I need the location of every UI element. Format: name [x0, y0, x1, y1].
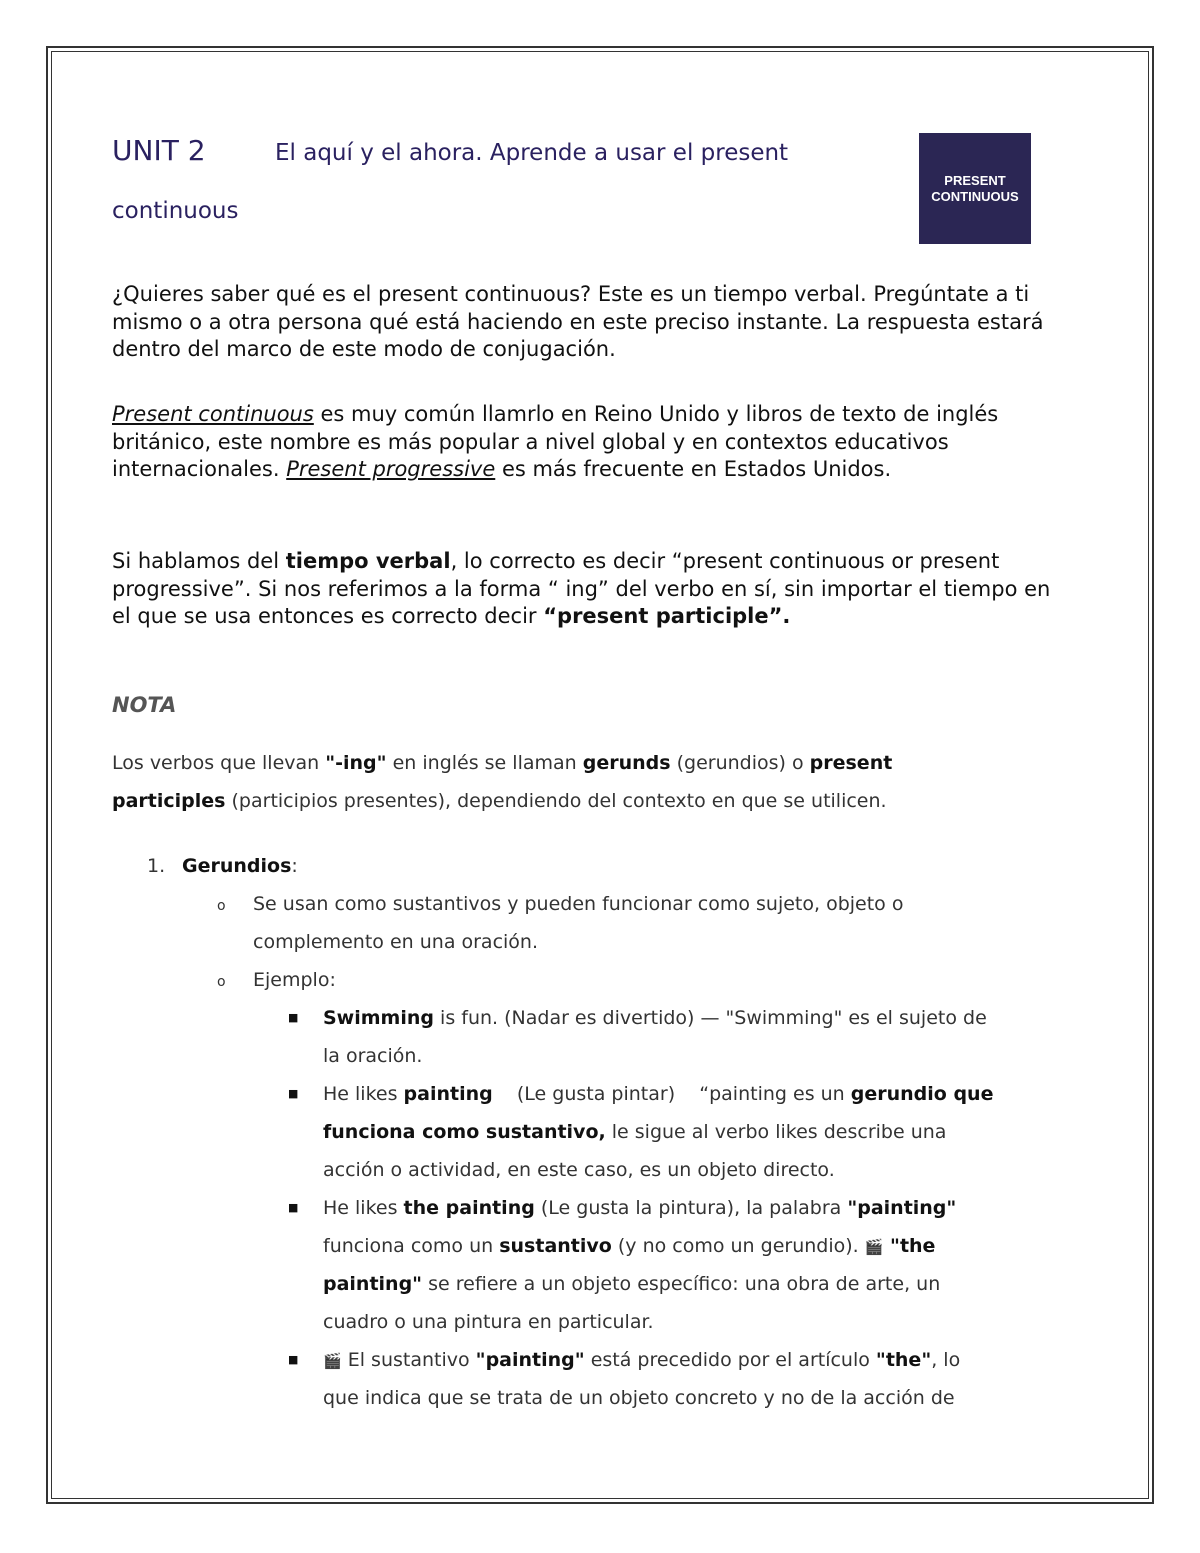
square-bullet-icon: ■: [288, 1087, 299, 1100]
example-4-line-1: [323, 1341, 960, 1380]
ex3-bold-2: "painting": [847, 1197, 957, 1219]
example-2-line-3: acción o actividad, en este caso, es un objeto directo.: [323, 1159, 835, 1181]
list-number: 1.: [147, 855, 166, 877]
logo-line-2: CONTINUOUS: [931, 188, 1019, 204]
ex1-text-1: is fun. (Nadar es divertido) — "Swimming" es el sujeto de: [434, 1007, 987, 1029]
paragraph-terms-text-2: es más frecuente en Estados Unidos.: [495, 457, 892, 481]
ex2-text-3: le sigue al verbo likes describe una: [605, 1121, 947, 1143]
ex2-text-1: He likes: [323, 1083, 404, 1105]
ex3-bold-4: "the: [883, 1235, 936, 1257]
p3-bold-2: “present participle”.: [543, 604, 791, 628]
paragraph-terms: [112, 401, 1072, 484]
sub-item-2: Ejemplo:: [253, 969, 336, 991]
example-3-line-2: [323, 1227, 935, 1266]
ex3-bold-3: sustantivo: [499, 1235, 612, 1257]
present-continuous-logo: [919, 133, 1031, 244]
ex1-bold: Swimming: [323, 1007, 434, 1029]
example-3-line-1: [323, 1189, 956, 1227]
ex3-text-5: se refiere a un objeto específico: una obra de arte, un: [422, 1273, 941, 1295]
term-present-continuous: Present continuous: [112, 402, 314, 426]
ex4-bold-1: "painting": [475, 1349, 585, 1371]
unit-title-continued: continuous: [112, 198, 239, 224]
ex2-bold-3: funciona como sustantivo,: [323, 1121, 606, 1143]
example-1-line-1: [323, 999, 987, 1037]
intro-bold-ing: "-ing": [325, 752, 387, 774]
ex3-text-3: funciona como un: [323, 1235, 500, 1257]
intro-bold-present: present: [809, 752, 893, 774]
p3-text-2: , lo correcto es decir “present continuous or present progressive”. Si nos referimos a la forma “ ing” del verbo en sí, sin importar el tiempo en el que se usa entonces es correcto decir: [112, 549, 1051, 628]
list-heading: [182, 847, 298, 885]
unit-heading: [112, 134, 788, 167]
p3-bold-1: tiempo verbal: [285, 549, 451, 573]
square-bullet-icon: ■: [288, 1201, 299, 1214]
nota-heading: NOTA: [112, 693, 177, 717]
intro-bold-participles: participles: [112, 790, 226, 812]
logo-line-1: PRESENT: [944, 172, 1006, 188]
unit-title: El aquí y el ahora. Aprende a usar el present: [275, 140, 789, 166]
p3-text-1: Si hablamos del: [112, 549, 286, 573]
intro-line-1: [112, 744, 1072, 782]
gerundios-heading: Gerundios: [182, 855, 292, 877]
term-present-progressive: Present progressive: [286, 457, 496, 481]
ex4-text-3: , lo: [931, 1349, 961, 1371]
intro-text-3: (gerundios) o: [670, 752, 810, 774]
ex3-text-2: (Le gusta la pintura), la palabra: [534, 1197, 848, 1219]
heading-colon: :: [291, 855, 298, 877]
ex3-bold-5: painting": [323, 1273, 423, 1295]
clapperboard-icon: 🎬: [323, 1352, 342, 1370]
intro-text-2: en inglés se llaman: [386, 752, 583, 774]
ex4-bold-2: "the": [875, 1349, 932, 1371]
sub-item-1-line-1: Se usan como sustantivos y pueden funcionar como sujeto, objeto o: [253, 893, 904, 915]
intro-text-1: Los verbos que llevan: [112, 752, 326, 774]
example-1-line-2: la oración.: [323, 1045, 423, 1067]
ex3-text-4: (y no como un gerundio).: [611, 1235, 865, 1257]
example-4-line-2: que indica que se trata de un objeto concreto y no de la acción de: [323, 1387, 955, 1409]
example-2-line-2: [323, 1113, 946, 1151]
example-3-line-3: [323, 1265, 940, 1303]
unit-label: UNIT 2: [112, 134, 206, 167]
example-3-line-4: cuadro o una pintura en particular.: [323, 1311, 654, 1333]
example-2-line-1: [323, 1075, 993, 1113]
square-bullet-icon: ■: [288, 1353, 299, 1366]
ex2-text-2: (Le gusta pintar) “painting es un: [492, 1083, 851, 1105]
intro-line-2: [112, 782, 1072, 820]
ex3-bold-1: the painting: [403, 1197, 535, 1219]
intro-bold-gerunds: gerunds: [582, 752, 671, 774]
sub-bullet-icon: o: [217, 974, 226, 990]
ex4-text-1: El sustantivo: [341, 1349, 476, 1371]
sub-bullet-icon: o: [217, 898, 226, 914]
ex3-text-1: He likes: [323, 1197, 404, 1219]
ex2-bold-1: painting: [403, 1083, 493, 1105]
intro-text-4: (participios presentes), dependiendo del contexto en que se utilicen.: [225, 790, 887, 812]
clapperboard-icon: 🎬: [864, 1238, 884, 1256]
paragraph-participle: [112, 548, 1072, 631]
paragraph-intro: ¿Quieres saber qué es el present continuous? Este es un tiempo verbal. Pregúntate a ti mismo o a otra persona qué está haciendo en este preciso instante. La respuesta estará dentro del marco de este modo de conjugación.: [112, 282, 1044, 361]
paragraph-terms-text-1: es muy común llamrlo en Reino Unido y libros de texto de inglés británico, este nombre es más popular a nivel global y en contextos educativos internacionales.: [112, 402, 999, 481]
ex2-bold-2: gerundio que: [850, 1083, 994, 1105]
square-bullet-icon: ■: [288, 1011, 299, 1024]
sub-item-1-line-2: complemento en una oración.: [253, 931, 539, 953]
ex4-text-2: está precedido por el artículo: [584, 1349, 876, 1371]
